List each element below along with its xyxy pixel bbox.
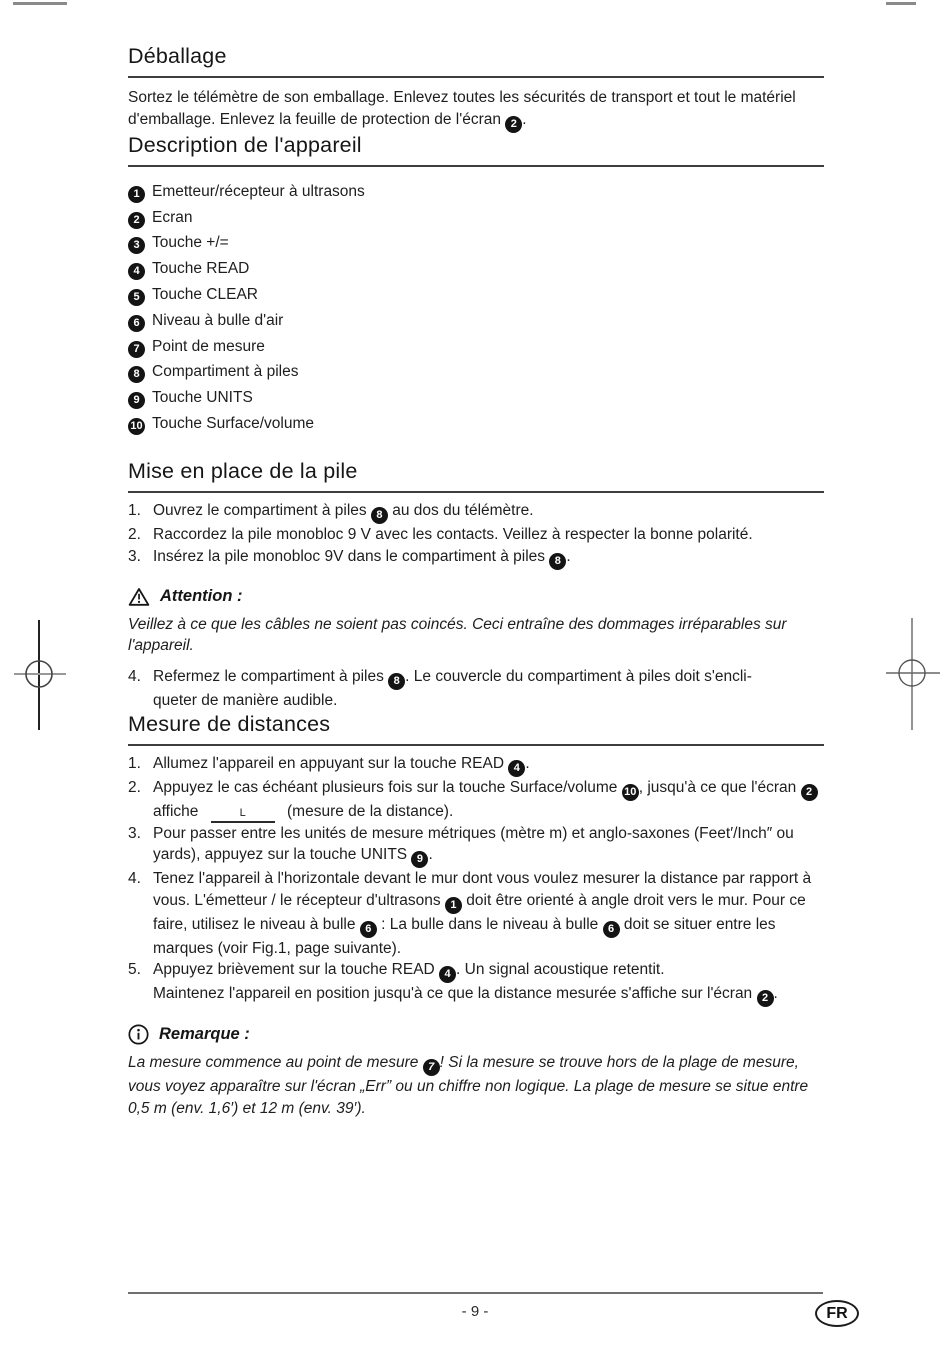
battery-steps (128, 500, 824, 570)
step-row (128, 959, 824, 1007)
warning-body: Veillez à ce que les câbles ne soient pas coincés. Ceci entraîne des dommages irréparables sur l'appareil. (128, 615, 787, 655)
ref-badge: 7 (423, 1059, 440, 1076)
measure-steps (128, 753, 824, 1008)
page-content (128, 44, 824, 1120)
step-marker: 4. (128, 667, 141, 685)
ref-badge: 9 (128, 392, 145, 409)
ref-badge: 4 (508, 760, 525, 777)
list-item-label: Touche READ (152, 260, 250, 278)
step-text: Appuyez brièvement sur la touche READ 4 . Un signal acoustique retentit. Maintenez l'appareil en position jusqu'à ce que la distance mesurée s'affiche sur l'écran 2 . (153, 959, 824, 1007)
ref-badge: 8 (128, 366, 145, 383)
step-marker: 1. (128, 501, 141, 519)
ref-badge: 9 (411, 851, 428, 868)
list-item-label: Touche +/= (152, 234, 229, 252)
battery-step-4 (128, 666, 824, 712)
deballage-paragraph: Sortez le télémètre de son emballage. Enlevez toutes les sécurités de transport et tout le matériel d'emballage. Enlevez la feuille de protection de l'écran 2 . (128, 87, 824, 133)
ref-badge: 7 (128, 341, 145, 358)
page-number: - 9 - (461, 1303, 489, 1320)
ref-badge: 5 (128, 289, 145, 306)
step-marker: 3. (128, 547, 141, 565)
step-row (128, 777, 824, 823)
step-row (128, 868, 824, 959)
ref-badge: 1 (128, 186, 145, 203)
step-row (128, 524, 824, 546)
list-item-label: Emetteur/récepteur à ultrasons (152, 182, 365, 200)
step-text: Pour passer entre les unités de mesure métriques (mètre m) et anglo-saxones (Feet′/Inch″ ou yards), appuyez sur la touche UNITS 9 . (153, 823, 824, 869)
list-item-label: Touche Surface/volume (152, 415, 314, 433)
crop-mark-top-left (13, 2, 67, 5)
step-row (128, 666, 824, 712)
footer-rule (128, 1292, 823, 1294)
note-body: La mesure commence au point de mesure 7 ! Si la mesure se trouve hors de la plage de mesure, vous voyez apparaître sur l'écran „Err” ou un chiffre non logique. La plage de mesure se situe entre 0,5 m (env. 1,6′) et 12 m (env. 39′). (128, 1054, 809, 1118)
step-text: Refermez le compartiment à piles 8 . Le couvercle du compartiment à piles doit s'encli- queter de manière audible. (153, 667, 752, 709)
ref-badge: 10 (128, 418, 145, 435)
ref-badge: 2 (128, 212, 145, 229)
language-badge: FR (815, 1300, 859, 1327)
ref-badge: 2 (505, 116, 522, 133)
step-marker: 2. (128, 525, 141, 543)
step-text: Insérez la pile monobloc 9V dans le compartiment à piles 8 . (153, 546, 824, 570)
step-text: Appuyez le cas échéant plusieurs fois sur la touche Surface/volume 10 , jusqu'à ce que l'écran 2 affiche L (mesure de la distance). (153, 777, 824, 823)
list-item-label: Point de mesure (152, 337, 265, 355)
step-marker: 1. (128, 754, 141, 772)
list-item-label: Compartiment à piles (152, 363, 299, 381)
list-item (128, 179, 824, 205)
list-item-label: Touche CLEAR (152, 286, 258, 304)
list-item-label: Niveau à bulle d'air (152, 311, 284, 329)
step-row (128, 753, 824, 777)
ref-badge: 3 (128, 237, 145, 254)
warning-triangle-icon (128, 587, 150, 607)
ref-badge: 8 (388, 673, 405, 690)
list-item (128, 385, 824, 411)
list-item-label: Touche UNITS (152, 389, 253, 407)
step-marker: 5. (128, 961, 141, 979)
ref-badge: 10 (622, 784, 639, 801)
note-title: Remarque : (159, 1025, 250, 1044)
list-item (128, 256, 824, 282)
ref-badge: 6 (603, 921, 620, 938)
list-item (128, 231, 824, 257)
list-item (128, 282, 824, 308)
step-marker: 3. (128, 824, 141, 842)
info-icon (128, 1024, 149, 1045)
step-row (128, 823, 824, 869)
ref-badge: 6 (128, 315, 145, 332)
section-title-pile: Mise en place de la pile (128, 459, 824, 493)
step-row (128, 500, 824, 524)
step-text: Tenez l'appareil à l'horizontale devant le mur dont vous voulez mesurer la distance par rapport à vous. L'émetteur / le récepteur d'ultrasons 1 doit être orienté à angle droit vers le mur. Pour ce faire, utilisez le niveau à bulle 6 : La bulle dans le niveau à bulle 6 doit se situer entre les marques (voir Fig.1, page suivante). (153, 870, 812, 957)
ref-badge: 8 (549, 553, 566, 570)
list-item (128, 205, 824, 231)
ref-badge: 2 (757, 990, 774, 1007)
device-parts-list (128, 179, 824, 437)
list-item (128, 411, 824, 437)
step-row (128, 546, 824, 570)
warning-title: Attention : (160, 587, 243, 606)
crop-mark-top-right (886, 2, 916, 5)
list-item (128, 334, 824, 360)
ref-badge: 2 (801, 784, 818, 801)
ref-badge: 1 (445, 897, 462, 914)
registration-mark-left (12, 620, 68, 730)
ref-badge: 6 (360, 921, 377, 938)
ref-badge: 4 (128, 263, 145, 280)
list-item (128, 308, 824, 334)
note-callout (128, 1024, 824, 1119)
section-title-mesure: Mesure de distances (128, 712, 824, 746)
warning-callout (128, 587, 824, 657)
ref-badge: 4 (439, 966, 456, 983)
section-title-deballage: Déballage (128, 44, 824, 78)
section-title-description: Description de l'appareil (128, 133, 824, 167)
registration-mark-right (884, 618, 942, 730)
list-item (128, 360, 824, 386)
step-text: Allumez l'appareil en appuyant sur la touche READ 4 . (153, 753, 824, 777)
note-header (128, 1024, 824, 1045)
list-item-label: Ecran (152, 208, 193, 226)
step-text: Raccordez la pile monobloc 9 V avec les contacts. Veillez à respecter la bonne polarité. (153, 525, 753, 543)
ref-badge: 8 (371, 507, 388, 524)
step-marker: 4. (128, 870, 141, 888)
warning-header (128, 587, 824, 607)
step-text: Ouvrez le compartiment à piles 8 au dos du télémètre. (153, 500, 824, 524)
step-marker: 2. (128, 778, 141, 796)
distance-mode-symbol: L (211, 808, 275, 823)
